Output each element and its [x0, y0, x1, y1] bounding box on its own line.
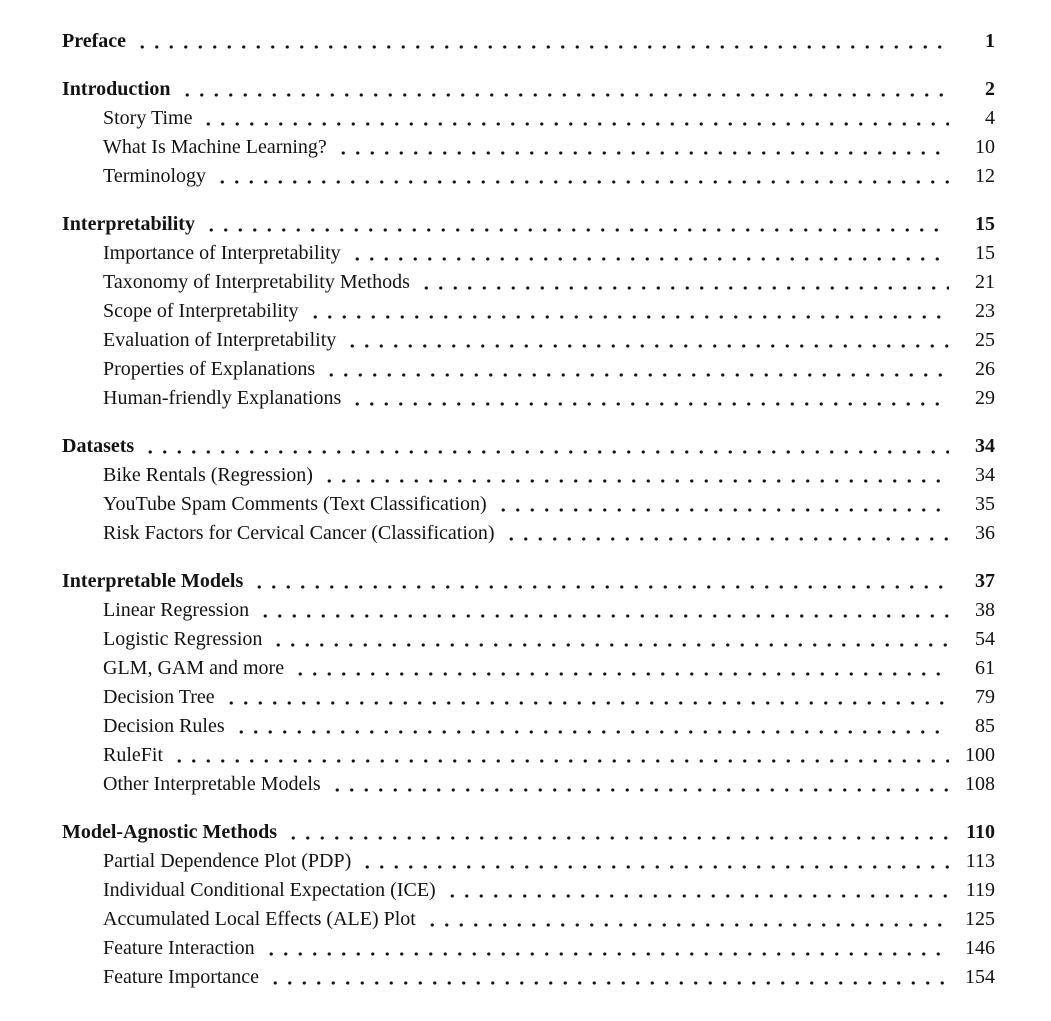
toc-entry-label: Properties of Explanations [103, 358, 316, 380]
toc-section-interpretable-models [62, 567, 995, 799]
toc-section-introduction [62, 75, 995, 191]
toc-entry-page: 38 [975, 599, 995, 621]
dot-leader [348, 239, 949, 268]
toc-entry-other-interpretable-models[interactable] [62, 770, 995, 799]
toc-entry-page: 34 [975, 464, 995, 486]
toc-entry-label: Linear Regression [103, 599, 250, 621]
toc-entry-label: Other Interpretable Models [103, 773, 321, 795]
dot-leader [202, 210, 949, 239]
toc-entry-page: 100 [965, 744, 995, 766]
dot-leader [322, 355, 949, 384]
toc-entry-interpretable-models[interactable] [62, 567, 995, 596]
toc-entry-bike-rentals[interactable] [62, 461, 995, 490]
toc-entry-what-is-machine-learning[interactable] [62, 133, 995, 162]
dot-leader [213, 162, 949, 191]
dot-leader [133, 27, 949, 56]
toc-entry-feature-interaction[interactable] [62, 934, 995, 963]
toc-entry-label: Individual Conditional Expectation (ICE) [103, 879, 436, 901]
toc-entry-label: RuleFit [103, 744, 164, 766]
toc-entry-label: Accumulated Local Effects (ALE) Plot [103, 908, 416, 930]
toc-entry-page: 2 [985, 78, 995, 100]
toc-entry-page: 36 [975, 522, 995, 544]
toc-entry-label: YouTube Spam Comments (Text Classification) [103, 493, 487, 515]
dot-leader [334, 133, 949, 162]
dot-leader [291, 654, 949, 683]
toc-entry-label: Decision Tree [103, 686, 215, 708]
toc-entry-label: Terminology [103, 165, 207, 187]
toc-entry-datasets[interactable] [62, 432, 995, 461]
dot-leader [328, 770, 949, 799]
dot-leader [443, 876, 949, 905]
dot-leader [502, 519, 949, 548]
toc-entry-page: 79 [975, 686, 995, 708]
toc-entry-page: 119 [965, 879, 995, 901]
toc-entry-introduction[interactable] [62, 75, 995, 104]
toc-entry-feature-importance[interactable] [62, 963, 995, 992]
toc-entry-page: 26 [975, 358, 995, 380]
dot-leader [256, 596, 949, 625]
toc-entry-label: Story Time [103, 107, 193, 129]
toc-entry-label: What Is Machine Learning? [103, 136, 327, 158]
dot-leader [266, 963, 949, 992]
toc-entry-page: 4 [985, 107, 995, 129]
toc-entry-label: Importance of Interpretability [103, 242, 341, 264]
dot-leader [320, 461, 949, 490]
toc-entry-page: 154 [965, 966, 995, 988]
toc-entry-page: 23 [975, 300, 995, 322]
toc-entry-rulefit[interactable] [62, 741, 995, 770]
toc-entry-page: 108 [965, 773, 995, 795]
toc-entry-label: Logistic Regression [103, 628, 263, 650]
toc-entry-label: Model-Agnostic Methods [62, 821, 277, 843]
dot-leader [222, 683, 949, 712]
toc-entry-page: 113 [965, 850, 995, 872]
toc-entry-label: Interpretability [62, 213, 195, 235]
dot-leader [250, 567, 949, 596]
dot-leader [306, 297, 950, 326]
toc-entry-label: Feature Importance [103, 966, 260, 988]
toc-entry-label: Feature Interaction [103, 937, 255, 959]
toc-entry-properties-of-explanations[interactable] [62, 355, 995, 384]
toc-entry-individual-conditional-expectation[interactable] [62, 876, 995, 905]
toc-entry-page: 146 [965, 937, 995, 959]
toc-entry-glm-gam-and-more[interactable] [62, 654, 995, 683]
toc-entry-page: 10 [975, 136, 995, 158]
toc-entry-page: 12 [975, 165, 995, 187]
toc-entry-youtube-spam-comments[interactable] [62, 490, 995, 519]
toc-entry-label: Preface [62, 30, 127, 52]
dot-leader [417, 268, 949, 297]
toc-entry-page: 25 [975, 329, 995, 351]
toc-entry-page: 125 [965, 908, 995, 930]
toc-entry-page: 34 [975, 435, 995, 457]
dot-leader [494, 490, 949, 519]
toc-entry-accumulated-local-effects-plot[interactable] [62, 905, 995, 934]
toc-entry-label: Introduction [62, 78, 171, 100]
toc-section-interpretability [62, 210, 995, 413]
dot-leader [269, 625, 949, 654]
toc-entry-label: Decision Rules [103, 715, 225, 737]
toc-entry-linear-regression[interactable] [62, 596, 995, 625]
dot-leader [262, 934, 949, 963]
toc-entry-risk-factors-cervical-cancer[interactable] [62, 519, 995, 548]
toc-entry-page: 110 [966, 821, 995, 843]
toc-entry-logistic-regression[interactable] [62, 625, 995, 654]
toc-entry-page: 54 [975, 628, 995, 650]
toc-entry-page: 85 [975, 715, 995, 737]
toc-entry-model-agnostic-methods[interactable] [62, 818, 995, 847]
toc-entry-partial-dependence-plot[interactable] [62, 847, 995, 876]
toc-entry-page: 15 [975, 242, 995, 264]
toc-entry-human-friendly-explanations[interactable] [62, 384, 995, 413]
dot-leader [358, 847, 949, 876]
dot-leader [232, 712, 949, 741]
toc-entry-decision-rules[interactable] [62, 712, 995, 741]
dot-leader [170, 741, 949, 770]
toc-section-preface [62, 27, 995, 56]
toc-entry-label: Taxonomy of Interpretability Methods [103, 271, 410, 293]
toc-entry-page: 61 [975, 657, 995, 679]
dot-leader [178, 75, 949, 104]
toc-entry-importance-of-interpretability[interactable] [62, 239, 995, 268]
toc-entry-preface[interactable] [62, 27, 995, 56]
toc-entry-page: 1 [985, 30, 995, 52]
toc-entry-label: Risk Factors for Cervical Cancer (Classification) [103, 522, 495, 544]
dot-leader [423, 905, 949, 934]
toc-entry-scope-of-interpretability[interactable] [62, 297, 995, 326]
toc-entry-decision-tree[interactable] [62, 683, 995, 712]
toc-entry-page: 29 [975, 387, 995, 409]
dot-leader [141, 432, 949, 461]
toc-entry-story-time[interactable] [62, 104, 995, 133]
toc-entry-label: Evaluation of Interpretability [103, 329, 337, 351]
dot-leader [348, 384, 949, 413]
toc-entry-taxonomy-of-interpretability-methods[interactable] [62, 268, 995, 297]
toc-section-model-agnostic-methods [62, 818, 995, 992]
toc-entry-terminology[interactable] [62, 162, 995, 191]
toc-entry-page: 21 [975, 271, 995, 293]
toc-entry-label: Bike Rentals (Regression) [103, 464, 313, 486]
toc-entry-label: Scope of Interpretability [103, 300, 299, 322]
toc-entry-label: GLM, GAM and more [103, 657, 285, 679]
toc-entry-label: Datasets [62, 435, 135, 457]
dot-leader [199, 104, 949, 133]
dot-leader [343, 326, 949, 355]
toc-section-datasets [62, 432, 995, 548]
toc-entry-interpretability[interactable] [62, 210, 995, 239]
toc-entry-page: 15 [975, 213, 995, 235]
toc-entry-page: 37 [975, 570, 995, 592]
toc-entry-page: 35 [975, 493, 995, 515]
dot-leader [284, 818, 949, 847]
toc-entry-label: Partial Dependence Plot (PDP) [103, 850, 352, 872]
toc-entry-label: Human-friendly Explanations [103, 387, 342, 409]
toc-entry-evaluation-of-interpretability[interactable] [62, 326, 995, 355]
toc-entry-label: Interpretable Models [62, 570, 244, 592]
